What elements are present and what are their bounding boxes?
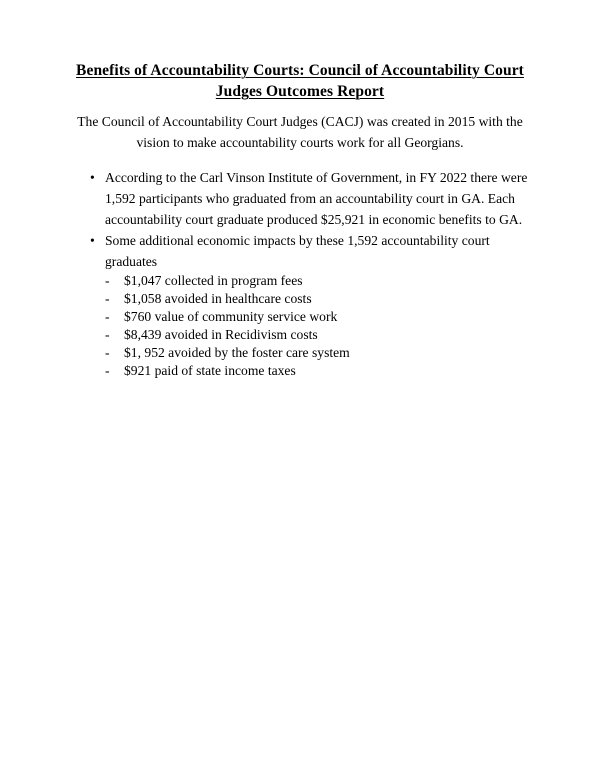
intro-paragraph: The Council of Accountability Court Judges (CACJ) was created in 2015 with the vision to make accountability courts work for all Georgians. [77,114,523,150]
list-item-text: $1,058 avoided in healthcare costs [124,291,312,306]
list-item-text: $1, 952 avoided by the foster care system [124,345,350,360]
list-item [72,326,528,344]
list-item [72,308,528,326]
list-item [72,230,528,272]
list-item [72,167,528,230]
list-item-text: According to the Carl Vinson Institute of Government, in FY 2022 there were 1,592 participants who graduated from an accountability court in GA. Each accountability court graduate produced $25,921 in economic benefits to GA. [105,170,528,227]
list-item [72,290,528,308]
page-title [72,60,528,102]
list-item-text: Some additional economic impacts by these 1,592 accountability court graduates [105,233,490,269]
dash-marker-icon: - [105,309,110,324]
page-title-line-2: Judges Outcomes Report [215,83,385,100]
dash-marker-icon: - [105,327,110,342]
list-item-text: $1,047 collected in program fees [124,273,303,288]
dash-marker-icon: - [105,291,110,306]
list-item [72,344,528,362]
bullet-list [72,167,528,380]
list-item [72,272,528,290]
dash-sub-list [72,272,528,380]
bullet-marker-icon: • [90,233,95,248]
dash-marker-icon: - [105,363,110,378]
list-item-text: $760 value of community service work [124,309,338,324]
list-item [72,362,528,380]
list-item-text: $921 paid of state income taxes [124,363,296,378]
bullet-marker-icon: • [90,170,95,185]
list-item-text: $8,439 avoided in Recidivism costs [124,327,318,342]
dash-marker-icon: - [105,273,110,288]
dash-marker-icon: - [105,345,110,360]
page-title-line-1: Benefits of Accountability Courts: Council of Accountability Court [76,62,524,79]
